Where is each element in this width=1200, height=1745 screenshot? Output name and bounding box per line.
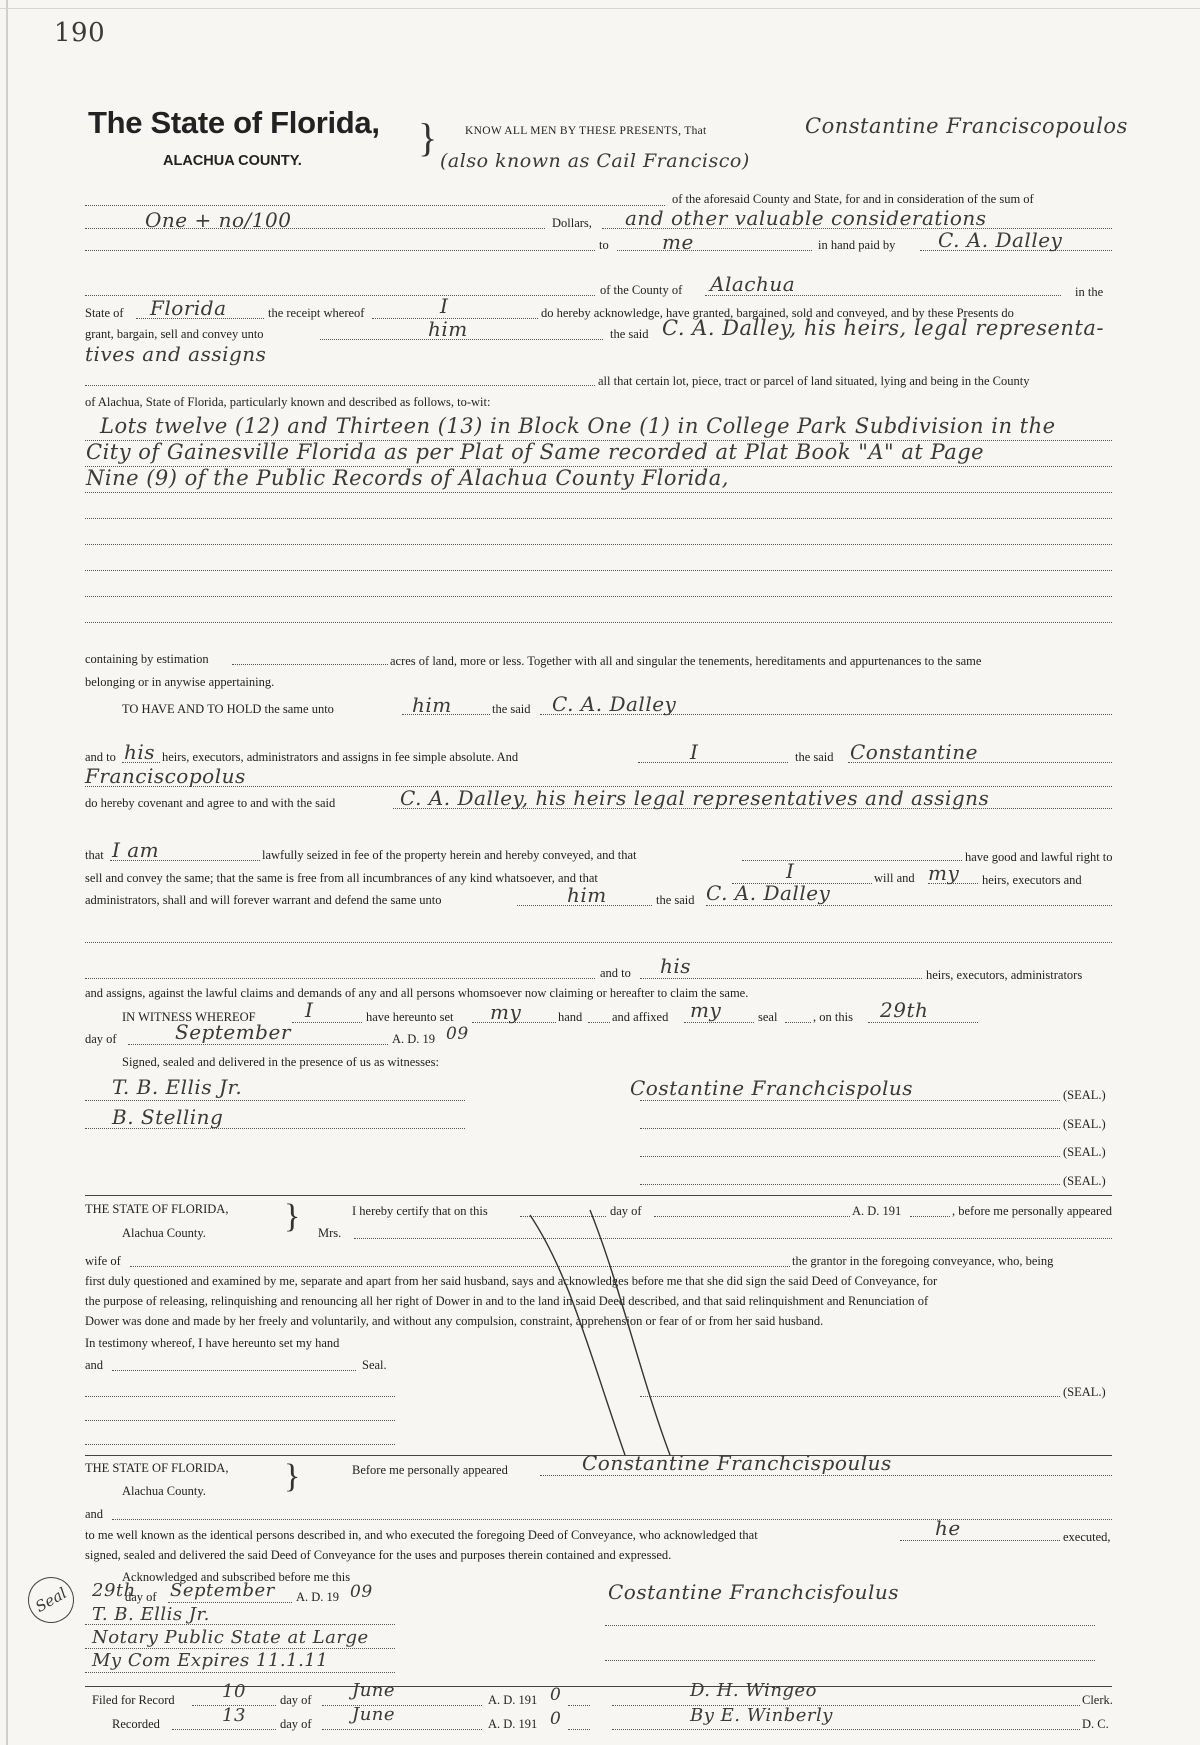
blank-line <box>172 1729 276 1730</box>
assigns-text: and assigns, against the lawful claims and demands of any and all persons whomsoever now claiming or hereafter to claim the same. <box>85 986 749 1000</box>
my-value: my <box>928 861 960 885</box>
and-to-label-2: and to <box>600 966 631 980</box>
receipt-value: I <box>440 294 449 318</box>
ack-ad: A. D. 19 <box>296 1590 340 1604</box>
signature-line <box>640 1128 1060 1129</box>
grantor-alias: (also known as Cail Francisco) <box>440 150 750 172</box>
blank-line <box>292 1022 362 1023</box>
blank-line <box>540 1475 1112 1476</box>
rec-ad: A. D. 191 <box>488 1717 538 1731</box>
grantor-name: Constantine Franciscopoulos <box>805 114 1128 138</box>
day-of-label: day of <box>85 1032 117 1046</box>
blank-line <box>112 1519 1112 1520</box>
blank-line <box>322 1705 482 1706</box>
notary-title: Notary Public State at Large <box>92 1627 369 1648</box>
said-label-3: the said <box>656 893 695 907</box>
page-edge-top <box>0 8 1200 9</box>
grantee-pronoun: him <box>428 317 468 341</box>
before-me-text: Before me personally appeared <box>352 1463 508 1477</box>
commission-expiry: My Com Expires 11.1.11 <box>92 1650 329 1671</box>
ack-month-value: September <box>170 1580 275 1601</box>
in-witness-label: IN WITNESS WHEREOF <box>122 1010 256 1024</box>
blank-line <box>85 1648 395 1649</box>
acknowledged-text: Acknowledged and subscribed before me this <box>122 1570 351 1584</box>
signature-line <box>612 1705 1080 1706</box>
covenant-text: do hereby covenant and agree to and with the said <box>85 796 336 810</box>
ack-and-label: and <box>85 1507 104 1521</box>
seal-4: (SEAL.) <box>1063 1174 1106 1188</box>
blank-line <box>85 978 595 979</box>
his2-value: his <box>660 954 692 978</box>
witness-year-value: 09 <box>446 1024 469 1044</box>
deputy-clerk-label: D. C. <box>1082 1717 1109 1731</box>
heirs-text: heirs, executors, administrators and assigns in fee simple absolute. And <box>162 750 519 764</box>
dower-ad: A. D. 191 <box>852 1204 902 1218</box>
signature-line <box>640 1100 1060 1101</box>
defend-name-value: C. A. Dalley <box>706 881 831 905</box>
signed-text: Signed, sealed and delivered in the presence of us as witnesses: <box>122 1055 439 1069</box>
testimony-text: In testimony whereof, I have hereunto set my hand <box>85 1336 340 1350</box>
grantee-continued: tives and assigns <box>85 342 267 366</box>
dower-day-of: day of <box>610 1204 642 1218</box>
blank-line <box>85 942 1112 943</box>
said-label: the said <box>610 327 649 341</box>
blank-line <box>785 1022 811 1023</box>
in-the-label: in the <box>1075 285 1104 299</box>
filed-label: Filed for Record <box>92 1693 175 1707</box>
ack-brace: } <box>284 1458 301 1495</box>
in-hand-label: in hand paid by <box>818 238 896 252</box>
known-text: to me well known as the identical persons described in, and who executed the foregoing Deed of Conveyance, who acknowledged that <box>85 1528 758 1542</box>
ack-signature: Costantine Franchcisfoulus <box>608 1580 900 1604</box>
signature-line <box>612 1729 1080 1730</box>
deputy-clerk-signature: By E. Winberly <box>690 1705 833 1726</box>
executed-label: executed, <box>1063 1530 1111 1544</box>
blank-line <box>706 905 1112 906</box>
header-brace: } <box>418 115 438 160</box>
sell-text: sell and convey the same; that the same is free from all incumbrances of any kind whatsoever, and that <box>85 871 598 885</box>
ad-label: A. D. 19 <box>392 1032 436 1046</box>
signature-line <box>605 1660 1095 1661</box>
blank-line <box>617 250 812 251</box>
state-value: Florida <box>150 296 227 320</box>
dower-line-3: Dower was done and made by her freely and voluntarily, and without any compulsion, constraint, apprehension or fear of or from her said husband. <box>85 1314 824 1328</box>
administrators-text: administrators, shall and will forever warrant and defend the same unto <box>85 893 442 907</box>
notary-seal-stamp: Seal <box>20 1569 83 1632</box>
sum-value: One + no/100 <box>145 208 292 232</box>
seal-3: (SEAL.) <box>1063 1145 1106 1159</box>
strike-through-lines <box>500 1205 740 1465</box>
defend-him-value: him <box>567 883 607 907</box>
his-value: his <box>124 740 156 764</box>
description-line <box>85 596 1112 597</box>
dollars-label: Dollars, <box>552 216 592 230</box>
certify-text: I hereby certify that on this <box>352 1204 488 1218</box>
blank-line <box>128 1044 388 1045</box>
iw-value: I <box>305 998 314 1022</box>
before-text: , before me personally appeared <box>952 1204 1112 1218</box>
clerk-signature: D. H. Wingeo <box>690 1680 817 1701</box>
signature-line <box>640 1156 1060 1157</box>
description-line <box>85 622 1112 623</box>
consideration-value: and other valuable considerations <box>625 206 987 230</box>
dower-line-2: the purpose of releasing, relinquishing and renouncing all her right of Dower in and to the land in said Deed described, and that said relinquishment and Renunciation of <box>85 1294 929 1308</box>
to-have-label: TO HAVE AND TO HOLD the same unto <box>122 702 334 716</box>
blank-line <box>568 1705 590 1706</box>
ack-state: THE STATE OF FLORIDA, <box>85 1461 229 1475</box>
blank-line <box>640 978 922 979</box>
appeared-value: Constantine Franchcispoulus <box>582 1451 892 1475</box>
page-title: The State of Florida, <box>88 105 380 140</box>
blank-line <box>638 762 788 763</box>
description-line <box>85 492 1112 493</box>
that-label: that <box>85 848 104 862</box>
have-name-value: C. A. Dalley <box>552 692 677 716</box>
of-alachua-text: of Alachua, State of Florida, particularly known and described as follows, to-wit: <box>85 395 491 409</box>
said-label-2: the said <box>795 750 834 764</box>
witness-day-value: 29th <box>880 998 929 1022</box>
description-line-3: Nine (9) of the Public Records of Alachua County Florida, <box>86 466 729 490</box>
will-and-label: will and <box>874 871 915 885</box>
dower-brace: } <box>284 1198 301 1235</box>
filed-month-value: June <box>352 1680 396 1701</box>
blank-line <box>85 1672 395 1673</box>
county-value: Alachua <box>710 272 796 296</box>
signature-line <box>640 1184 1060 1185</box>
ack-year-value: 09 <box>350 1582 373 1602</box>
blank-line <box>168 1602 292 1603</box>
seal-2: (SEAL.) <box>1063 1117 1106 1131</box>
wife-of-label: wife of <box>85 1254 121 1268</box>
seal-on-label: seal <box>758 1010 778 1024</box>
grant-label: grant, bargain, sell and convey unto <box>85 327 264 341</box>
he-value: he <box>935 1516 961 1540</box>
dower-county: Alachua County. <box>122 1226 206 1240</box>
blank-line <box>112 1370 356 1371</box>
blank-line <box>85 1100 465 1101</box>
description-line <box>85 544 1112 545</box>
receipt-label: the receipt whereof <box>268 306 365 320</box>
belonging-text: belonging or in anywise appertaining. <box>85 675 275 689</box>
page-edge <box>6 0 8 1745</box>
grantee-value: C. A. Dalley, his heirs, legal representa- <box>662 316 1105 340</box>
signed-line-text: signed, sealed and delivered the said Deed of Conveyance for the uses and purposes therein contained and expressed. <box>85 1548 672 1562</box>
constantine-value: Constantine <box>850 740 978 764</box>
blank-line <box>85 1420 395 1421</box>
county-heading: ALACHUA COUNTY. <box>163 153 302 169</box>
containing-label: containing by estimation <box>85 652 209 666</box>
blank-line <box>232 664 388 665</box>
blank-line <box>900 1540 1060 1541</box>
blank-line <box>868 1022 978 1023</box>
and-i-value: I <box>690 740 699 764</box>
have-good-text: have good and lawful right to <box>965 850 1113 864</box>
filed-ad: A. D. 191 <box>488 1693 538 1707</box>
description-line <box>85 518 1112 519</box>
filed-day-of: day of <box>280 1693 312 1707</box>
blank-line <box>684 1022 754 1023</box>
seal-1: (SEAL.) <box>1063 1088 1106 1102</box>
description-line-1: Lots twelve (12) and Thirteen (13) in Block One (1) in College Park Subdivision in the <box>100 414 1056 438</box>
dower-and-label: and <box>85 1358 104 1372</box>
affixed-label: and affixed <box>612 1010 669 1024</box>
lawfully-text: lawfully seized in fee of the property herein and hereby conveyed, and that <box>262 848 637 862</box>
rec-month-value: June <box>352 1704 396 1725</box>
state-of-label: State of <box>85 306 124 320</box>
witness-1-signature: T. B. Ellis Jr. <box>112 1075 243 1099</box>
dower-seal: (SEAL.) <box>1063 1385 1106 1399</box>
rec-year-value: 0 <box>550 1709 562 1729</box>
blank-line <box>588 1022 610 1023</box>
blank-line <box>85 1624 395 1625</box>
am-value: I am <box>112 838 160 862</box>
rec-day-of: day of <box>280 1717 312 1731</box>
grantor-signature: Costantine Franchcispolus <box>630 1076 914 1100</box>
blank-line <box>910 1216 950 1217</box>
recorded-label: Recorded <box>112 1717 160 1731</box>
know-all-text: KNOW ALL MEN BY THESE PRESENTS, That <box>465 125 707 137</box>
dower-state: THE STATE OF FLORIDA, <box>85 1202 229 1216</box>
signature-line <box>605 1625 1095 1626</box>
blank-line <box>85 1444 395 1445</box>
blank-line <box>568 1729 590 1730</box>
witness-2-signature: B. Stelling <box>112 1105 224 1129</box>
ack-day-of: day of <box>125 1590 157 1604</box>
of-county-label: of the County of <box>600 283 683 297</box>
sell-i-value: I <box>786 859 795 883</box>
filed-year-value: 0 <box>550 1685 562 1705</box>
description-line <box>85 570 1112 571</box>
payer-value: C. A. Dalley <box>938 228 1063 252</box>
acknowledge-text: do hereby acknowledge, have granted, bargained, sold and conveyed, and by these Presents do <box>541 306 1014 320</box>
have-said-label: the said <box>492 702 531 716</box>
clerk-label: Clerk. <box>1082 1693 1113 1707</box>
blank-line <box>85 1396 395 1397</box>
to-value: me <box>662 230 694 254</box>
witness-month-value: September <box>175 1020 291 1044</box>
my-hand-value: my <box>490 1000 522 1024</box>
acres-text: acres of land, more or less. Together with all and singular the tenements, hereditaments and appurtenances to the same <box>390 654 982 668</box>
ack-day-value: 29th <box>92 1580 136 1601</box>
rec-day-value: 13 <box>222 1705 246 1726</box>
grantor-text: the grantor in the foregoing conveyance, who, being <box>792 1254 1054 1268</box>
section-divider <box>85 1195 1112 1196</box>
heirs-admin-text: heirs, executors, administrators <box>926 968 1083 982</box>
filed-day-value: 10 <box>222 1681 246 1702</box>
notary-name: T. B. Ellis Jr. <box>92 1604 210 1625</box>
and-to-label: and to <box>85 750 116 764</box>
blank-line <box>85 1128 465 1129</box>
aforesaid-text: of the aforesaid County and State, for and in consideration of the sum of <box>672 192 1034 206</box>
page-number: 190 <box>54 18 106 48</box>
on-this-label: , on this <box>813 1010 853 1024</box>
dower-line-1: first duly questioned and examined by me, separate and apart from her said husband, says and acknowledges before me that she did sign the said Deed of Conveyance, for <box>85 1274 938 1288</box>
mrs-label: Mrs. <box>318 1226 342 1240</box>
to-label: to <box>599 238 609 252</box>
all-that-text: all that certain lot, piece, tract or parcel of land situated, lying and being in the County <box>598 374 1030 388</box>
franciscopolus-value: Franciscopolus <box>85 764 246 788</box>
hand-label: hand <box>558 1010 583 1024</box>
blank-line <box>85 250 595 251</box>
blank-line <box>322 1729 482 1730</box>
dower-seal-label: Seal. <box>362 1358 387 1372</box>
description-line-2: City of Gainesville Florida as per Plat of Same recorded at Plat Book "A" at Page <box>86 440 985 464</box>
covenant-value: C. A. Dalley, his heirs legal representatives and assigns <box>400 786 990 810</box>
blank-line <box>85 385 595 386</box>
heirs-exec-text: heirs, executors and <box>982 873 1082 887</box>
have-set-label: have hereunto set <box>366 1010 454 1024</box>
my-seal-value: my <box>690 998 722 1022</box>
blank-line <box>85 205 665 206</box>
have-him-value: him <box>412 693 452 717</box>
ack-county: Alachua County. <box>122 1484 206 1498</box>
